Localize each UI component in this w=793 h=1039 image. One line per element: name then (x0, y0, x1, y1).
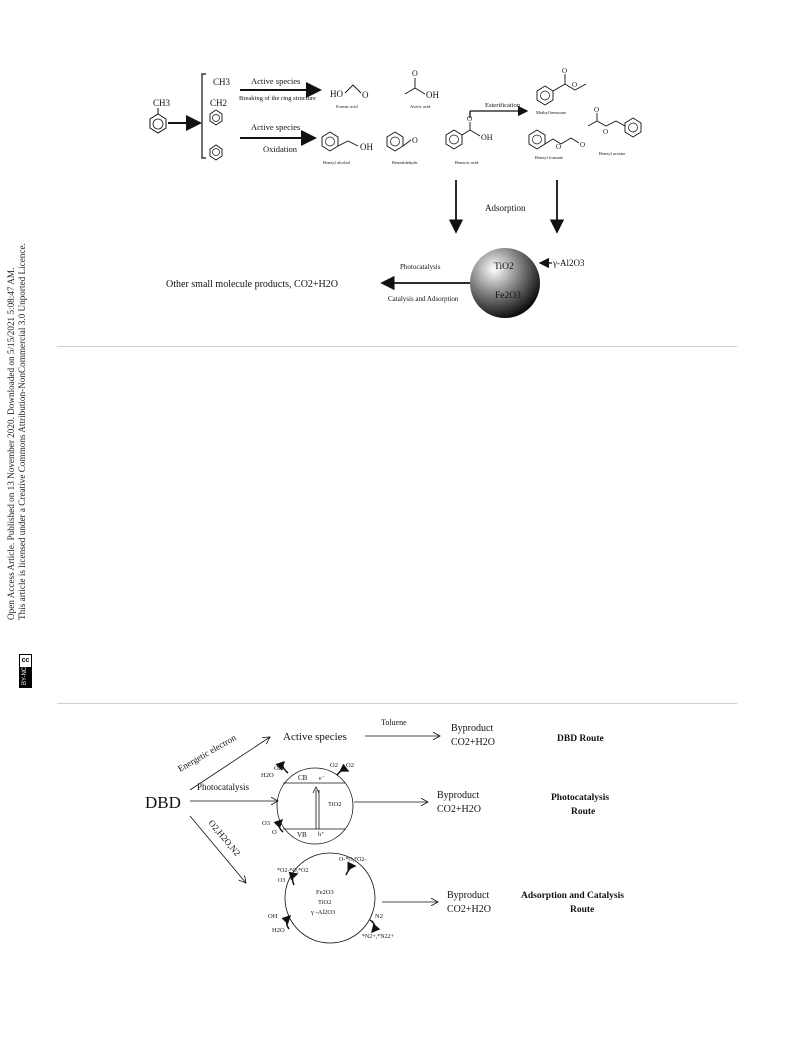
o2h2on2-label: O2,H2O,N2 (206, 817, 243, 858)
arrow2-bottom-label: Oxidation (263, 144, 297, 154)
active-species-label: Active species (283, 731, 347, 743)
vb-label: VB (297, 831, 307, 839)
toluene-label: Toluene (381, 718, 407, 727)
ac-route-label-2: Route (570, 905, 595, 915)
co2h2o-3: CO2+H2O (447, 904, 491, 915)
diagram-text: h⁺ (318, 832, 325, 838)
benzyl-formate-label: Benzyl formate (535, 155, 563, 160)
figure-reaction-routes (0, 700, 793, 960)
arrow1-top-label: Active species (251, 76, 301, 86)
figure-toluene-degradation-pathway (0, 0, 793, 340)
methyl-benzoate-molecule (536, 67, 586, 115)
benzoic-acid-molecule (446, 115, 493, 165)
arrow1-bottom-label: Breaking of the ring structure (239, 95, 316, 102)
diagram-text: *N2+,*N22+ (362, 934, 394, 940)
diagram-text: O3 (262, 820, 270, 827)
sphere-fe2o3-label: Fe2O3 (495, 291, 521, 301)
toluene-ch3-label: CH3 (153, 98, 171, 108)
diagram-text: O (594, 106, 600, 114)
sidebar-license-line: This article is licensed under a Creative Commons Attribution-NonCommercial 3.0 Unported Licence. (17, 243, 27, 620)
diagram-text: OH (360, 142, 373, 152)
diagram-text: HO (330, 89, 343, 99)
co2h2o-1: CO2+H2O (451, 737, 495, 748)
al2o3-label: γ-Al2O3 (553, 258, 585, 268)
diagram-text: O (580, 141, 586, 149)
benzoic-acid-label: Benzoic acid (455, 160, 479, 165)
diagram-text: O (412, 136, 418, 145)
diagram-text: O (412, 69, 418, 78)
benzaldehyde-molecule (387, 132, 418, 165)
diagram-text: O2 (330, 762, 338, 769)
radical-bracket (202, 74, 206, 158)
byproduct-2: Byproduct (437, 790, 480, 801)
benzyl-alcohol-label: Benzyl alcohol (323, 160, 351, 165)
diagram-text: O (562, 67, 568, 75)
diagram-text: O-*O,*O2- (339, 857, 367, 863)
acetic-acid-label: Acetic acid (410, 104, 431, 109)
esterification-label: Esterification (485, 102, 521, 109)
benzaldehyde-label: Benzaldehyde (392, 160, 418, 165)
arrow2-top-label: Active species (251, 122, 301, 132)
formic-acid-label: Formic acid (336, 104, 358, 109)
catalyst-fe2o3: Fe2O3 (316, 889, 334, 896)
diagram-text: O3 (278, 878, 286, 884)
photocatalysis-arrow-label: Photocatalysis (197, 782, 249, 792)
cb-label: CB (298, 774, 308, 782)
photocatalysis-route-label-2: Route (571, 807, 596, 817)
ac-route-label-1: Adsorption and Catalysis (521, 891, 624, 901)
diagram-text: O (603, 128, 609, 136)
ch3-radical: CH3 (213, 77, 231, 87)
diagram-text: OH (268, 913, 278, 920)
catalysis-adsorption-label: Catalysis and Adsorption (388, 295, 459, 303)
photocatalyst-circle (277, 768, 353, 844)
diagram-text: OH (481, 133, 493, 142)
products-label: Other small molecule products, CO2+H2O (166, 279, 338, 290)
ch2-radical: CH2 (210, 98, 228, 108)
diagram-text: H2O (261, 772, 274, 779)
diagram-text: e⁻ (319, 776, 325, 782)
catalyst-tio2: TiO2 (318, 899, 332, 906)
diagram-text: O (572, 81, 578, 89)
divider-top (57, 346, 737, 347)
co2h2o-2: CO2+H2O (437, 804, 481, 815)
diagram-text: O (467, 115, 473, 123)
diagram-text: N2 (375, 913, 383, 920)
diagram-text: O (556, 143, 562, 151)
sphere-tio2-label: TiO2 (494, 262, 514, 272)
cc-badge-text: BY-NC (22, 666, 28, 685)
methyl-benzoate-label: Methyl benzoate (536, 110, 567, 115)
diagram-text: O (272, 829, 277, 836)
diagram-text: O (362, 90, 369, 100)
diagram-text: H2O (272, 927, 285, 934)
diagram-text: OH (426, 90, 439, 100)
catalyst-sphere (470, 248, 540, 318)
byproduct-3: Byproduct (447, 890, 490, 901)
photocatalysis-label: Photocatalysis (400, 263, 441, 271)
toluene-molecule (150, 98, 171, 133)
cc-logo-icon: cc (21, 657, 30, 664)
sidebar-published-line: Open Access Article. Published on 13 November 2020. Downloaded on 5/15/2021 5:08:47 AM. (6, 267, 16, 620)
benzyl-formate-molecule (529, 130, 585, 160)
diagram-text: O2 (346, 762, 354, 769)
benzyl-acetate-label: Benzyl acetate (599, 151, 626, 156)
byproduct-1: Byproduct (451, 723, 494, 734)
diagram-text: *O2-*O,*O2 (277, 868, 309, 874)
cc-license-badge[interactable] (19, 654, 32, 688)
benzyl-alcohol-molecule (322, 132, 373, 165)
dbd-route-label: DBD Route (557, 734, 604, 744)
catalyst-circle (285, 853, 375, 943)
formic-acid-molecule (330, 85, 369, 109)
catalyst-al2o3: γ -Al2O3 (311, 909, 336, 916)
diagram-text: OH (274, 765, 284, 772)
acetic-acid-molecule (405, 69, 439, 109)
photocatalyst-tio2: TiO2 (328, 801, 342, 808)
benzyl-acetate-molecule (588, 106, 641, 156)
energetic-electron-label: Energetic electron (176, 732, 238, 774)
adsorption-label: Adsorption (485, 203, 526, 213)
photocatalysis-route-label-1: Photocatalysis (551, 793, 610, 803)
dbd-label: DBD (145, 793, 181, 812)
